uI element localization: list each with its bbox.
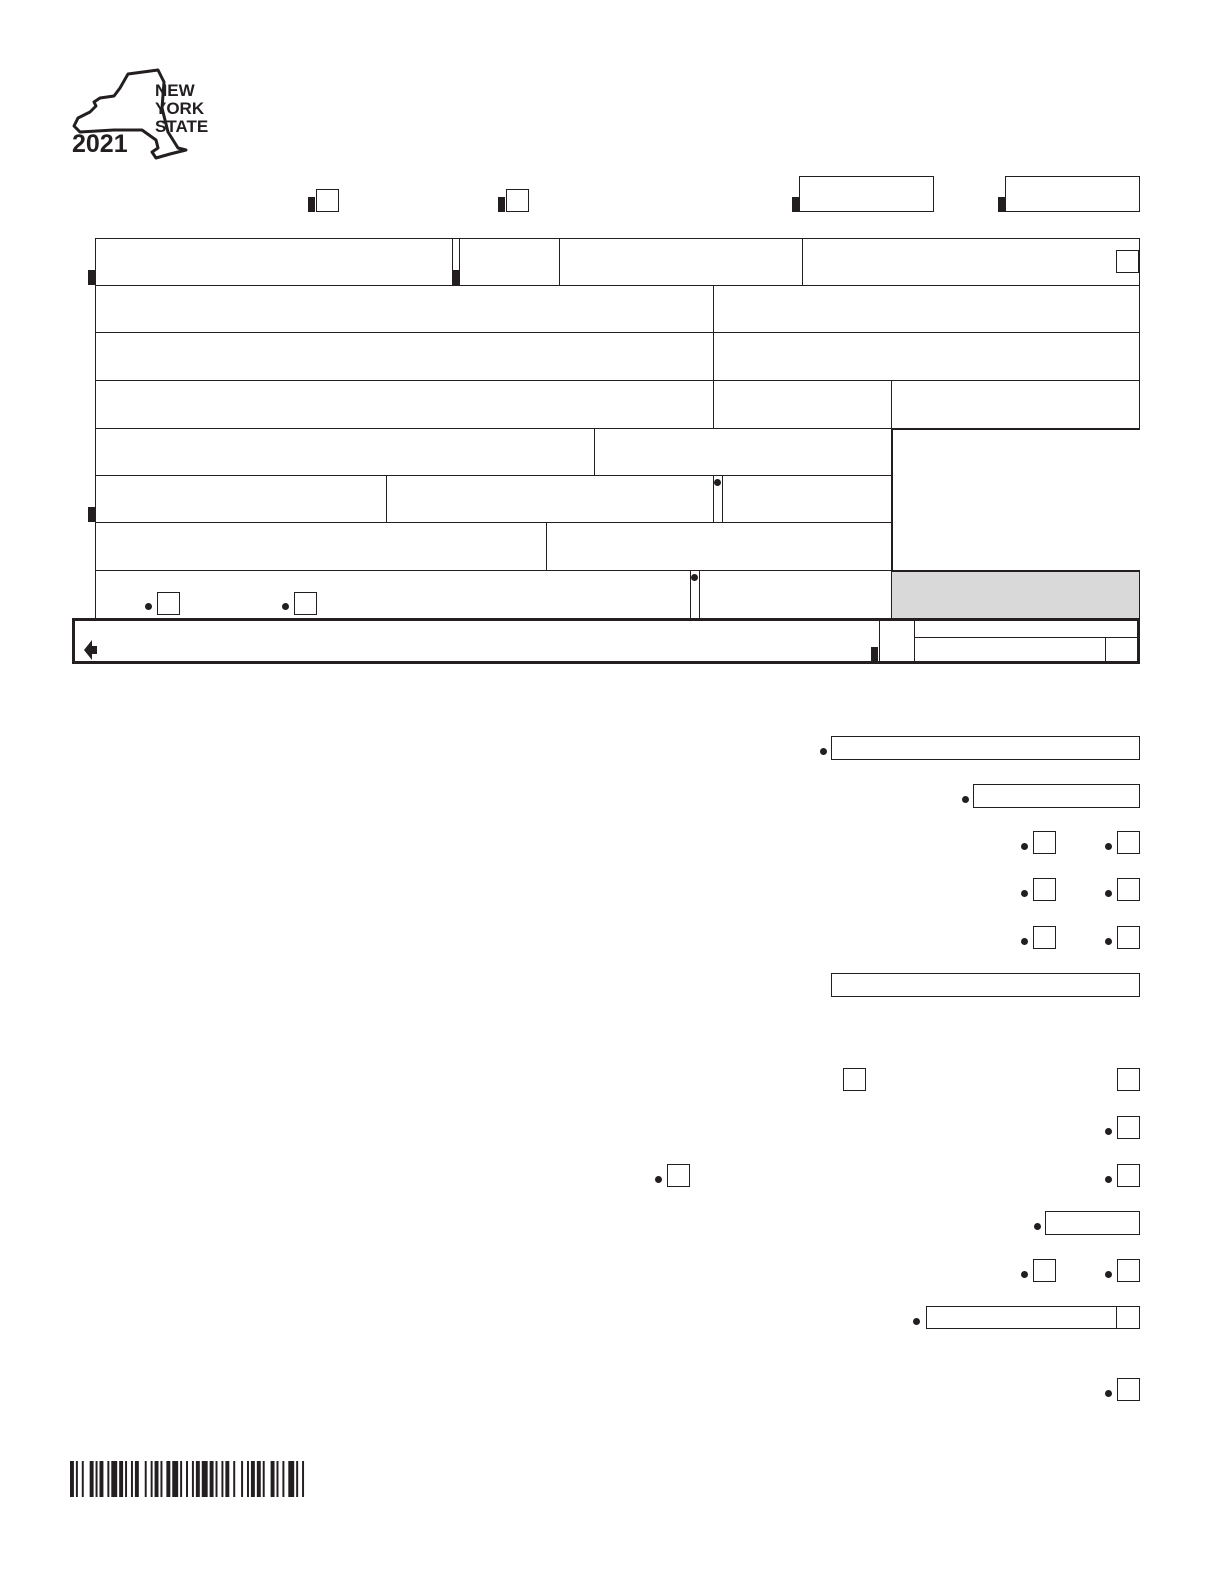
grid-field-r1-c4[interactable] [802, 238, 1140, 286]
no-checkbox-3[interactable] [1117, 926, 1140, 949]
tax-year: 2021 [72, 130, 128, 158]
bold-entry-field[interactable] [75, 621, 879, 661]
barcode-bar [296, 1461, 298, 1497]
checkbox-line-9[interactable] [1117, 1116, 1140, 1139]
barcode-bar [288, 1461, 294, 1497]
special-condition-block [891, 428, 1140, 572]
scan-mark [498, 197, 505, 212]
bold-row-field-lower[interactable] [915, 638, 1105, 661]
barcode-bar [96, 1461, 98, 1497]
barcode-bar [257, 1461, 261, 1497]
bullet-icon [691, 574, 698, 581]
barcode-bar [172, 1461, 178, 1497]
barcode-bar [151, 1461, 153, 1497]
barcode-bar [155, 1461, 159, 1497]
bullet-icon [820, 748, 827, 755]
bullet-icon [962, 796, 969, 803]
bullet-icon [1105, 1176, 1112, 1183]
bullet-icon [1021, 843, 1028, 850]
bullet-icon [1105, 1271, 1112, 1278]
barcode-bar [131, 1461, 133, 1497]
logo-wordmark [155, 82, 208, 136]
barcode-bar [196, 1461, 200, 1497]
no-checkbox-2[interactable] [1117, 878, 1140, 901]
barcode-bar [160, 1461, 162, 1497]
barcode-bar [263, 1461, 265, 1497]
office-use-shaded-area [891, 571, 1140, 619]
barcode-bar [82, 1461, 84, 1497]
barcode-bar [271, 1461, 275, 1497]
top-checkbox-1[interactable] [316, 189, 339, 212]
yes-checkbox-1[interactable] [1033, 831, 1056, 854]
bullet-icon [1021, 938, 1028, 945]
bullet-icon [1105, 1390, 1112, 1397]
barcode-bar [107, 1461, 109, 1497]
yes-checkbox-4[interactable] [1033, 1259, 1056, 1282]
scan-mark [88, 507, 95, 522]
grid-divider [1116, 1306, 1117, 1329]
barcode-bar [282, 1461, 284, 1497]
barcode-bar [90, 1461, 94, 1497]
barcode-bar [166, 1461, 170, 1497]
grid-field-r8-c1[interactable] [95, 570, 691, 619]
barcode-bar [125, 1461, 127, 1497]
barcode-bar [186, 1461, 188, 1497]
grid-divider [879, 618, 880, 664]
bullet-icon [1105, 1128, 1112, 1135]
scan-mark [998, 197, 1005, 212]
bullet-icon [1105, 843, 1112, 850]
bullet-icon [1105, 890, 1112, 897]
grid-field-r1-c2[interactable] [459, 238, 560, 286]
barcode-bar [241, 1461, 243, 1497]
logo-word-state: STATE [155, 117, 209, 136]
bullet-icon [1105, 938, 1112, 945]
grid-divider [1105, 637, 1106, 664]
bullet-icon [913, 1318, 920, 1325]
scan-mark [871, 647, 878, 662]
barcode-bar [216, 1461, 218, 1497]
yes-checkbox-2[interactable] [1033, 878, 1056, 901]
scan-mark [308, 197, 315, 212]
barcode-bar [70, 1461, 74, 1497]
grid-field-r3-c2[interactable] [713, 332, 1140, 381]
grid-field-r5-c2[interactable] [594, 428, 892, 476]
grid-field-r3-c1[interactable] [95, 332, 714, 381]
barcode-bar [145, 1461, 147, 1497]
scan-mark [452, 270, 459, 285]
grid-field-r6-c2[interactable] [386, 475, 714, 523]
bullet-icon [1034, 1223, 1041, 1230]
bullet-icon [1021, 1271, 1028, 1278]
barcode-bar [233, 1461, 235, 1497]
grid-field-r1-c3[interactable] [559, 238, 803, 286]
scan-mark [88, 270, 95, 285]
top-checkbox-2[interactable] [506, 189, 529, 212]
barcode-bar [76, 1461, 78, 1497]
checkbox-line-10a[interactable] [667, 1164, 690, 1187]
bullet-icon [145, 603, 152, 610]
grid-field-r5-c1[interactable] [95, 428, 595, 476]
barcode-bar [225, 1461, 229, 1497]
barcode-bar [119, 1461, 123, 1497]
bullet-icon [655, 1176, 662, 1183]
checkbox-line-10b[interactable] [1117, 1164, 1140, 1187]
grid-field-r8-c2[interactable] [699, 570, 892, 619]
grid-field-r4-c3[interactable] [891, 380, 1140, 429]
tax-period-end-field[interactable] [1005, 176, 1140, 212]
bullet-icon [714, 479, 721, 486]
grid-r8-checkbox-2[interactable] [294, 592, 317, 615]
barcode-bar [221, 1461, 223, 1497]
grid-field-r6-c1[interactable] [95, 475, 387, 523]
answer-field-3[interactable] [831, 973, 1140, 997]
grid-field-r1-c1[interactable] [95, 238, 453, 286]
yes-checkbox-3[interactable] [1033, 926, 1056, 949]
option-checkbox-2[interactable] [1117, 1068, 1140, 1091]
answer-field-5[interactable] [926, 1306, 1140, 1329]
form-barcode [70, 1461, 306, 1497]
no-checkbox-1[interactable] [1117, 831, 1140, 854]
grid-field-r7-c2[interactable] [546, 522, 892, 571]
barcode-bar [302, 1461, 304, 1497]
barcode-bar [247, 1461, 249, 1497]
no-checkbox-4[interactable] [1117, 1259, 1140, 1282]
grid-field-r2-c2[interactable] [713, 285, 1140, 333]
grid-r1-checkbox[interactable] [1116, 250, 1139, 273]
grid-field-r7-c1[interactable] [95, 522, 547, 571]
bullet-icon [1021, 890, 1028, 897]
checkbox-line-14[interactable] [1117, 1378, 1140, 1401]
bold-row-field-upper[interactable] [915, 621, 1137, 637]
logo-word-new: NEW [155, 81, 195, 100]
barcode-bar [192, 1461, 194, 1497]
logo-word-york: YORK [155, 99, 205, 118]
answer-field-1[interactable] [831, 736, 1140, 760]
grid-field-r4-c1[interactable] [95, 380, 714, 429]
barcode-bar [135, 1461, 139, 1497]
bullet-icon [282, 603, 289, 610]
barcode-bar [100, 1461, 104, 1497]
answer-field-4[interactable] [1045, 1211, 1140, 1235]
barcode-bar [277, 1461, 279, 1497]
barcode-bar [180, 1461, 182, 1497]
barcode-bar [111, 1461, 117, 1497]
barcode-bar [251, 1461, 255, 1497]
scan-mark [792, 197, 799, 212]
answer-field-2[interactable] [973, 784, 1140, 808]
grid-field-r2-c1[interactable] [95, 285, 714, 333]
tax-period-begin-field[interactable] [799, 176, 934, 212]
grid-r8-checkbox-1[interactable] [157, 592, 180, 615]
barcode-bar [210, 1461, 214, 1497]
grid-field-r6-c3[interactable] [722, 475, 892, 523]
option-checkbox-1[interactable] [843, 1068, 866, 1091]
grid-field-r4-c2[interactable] [713, 380, 892, 429]
barcode-bar [202, 1461, 208, 1497]
